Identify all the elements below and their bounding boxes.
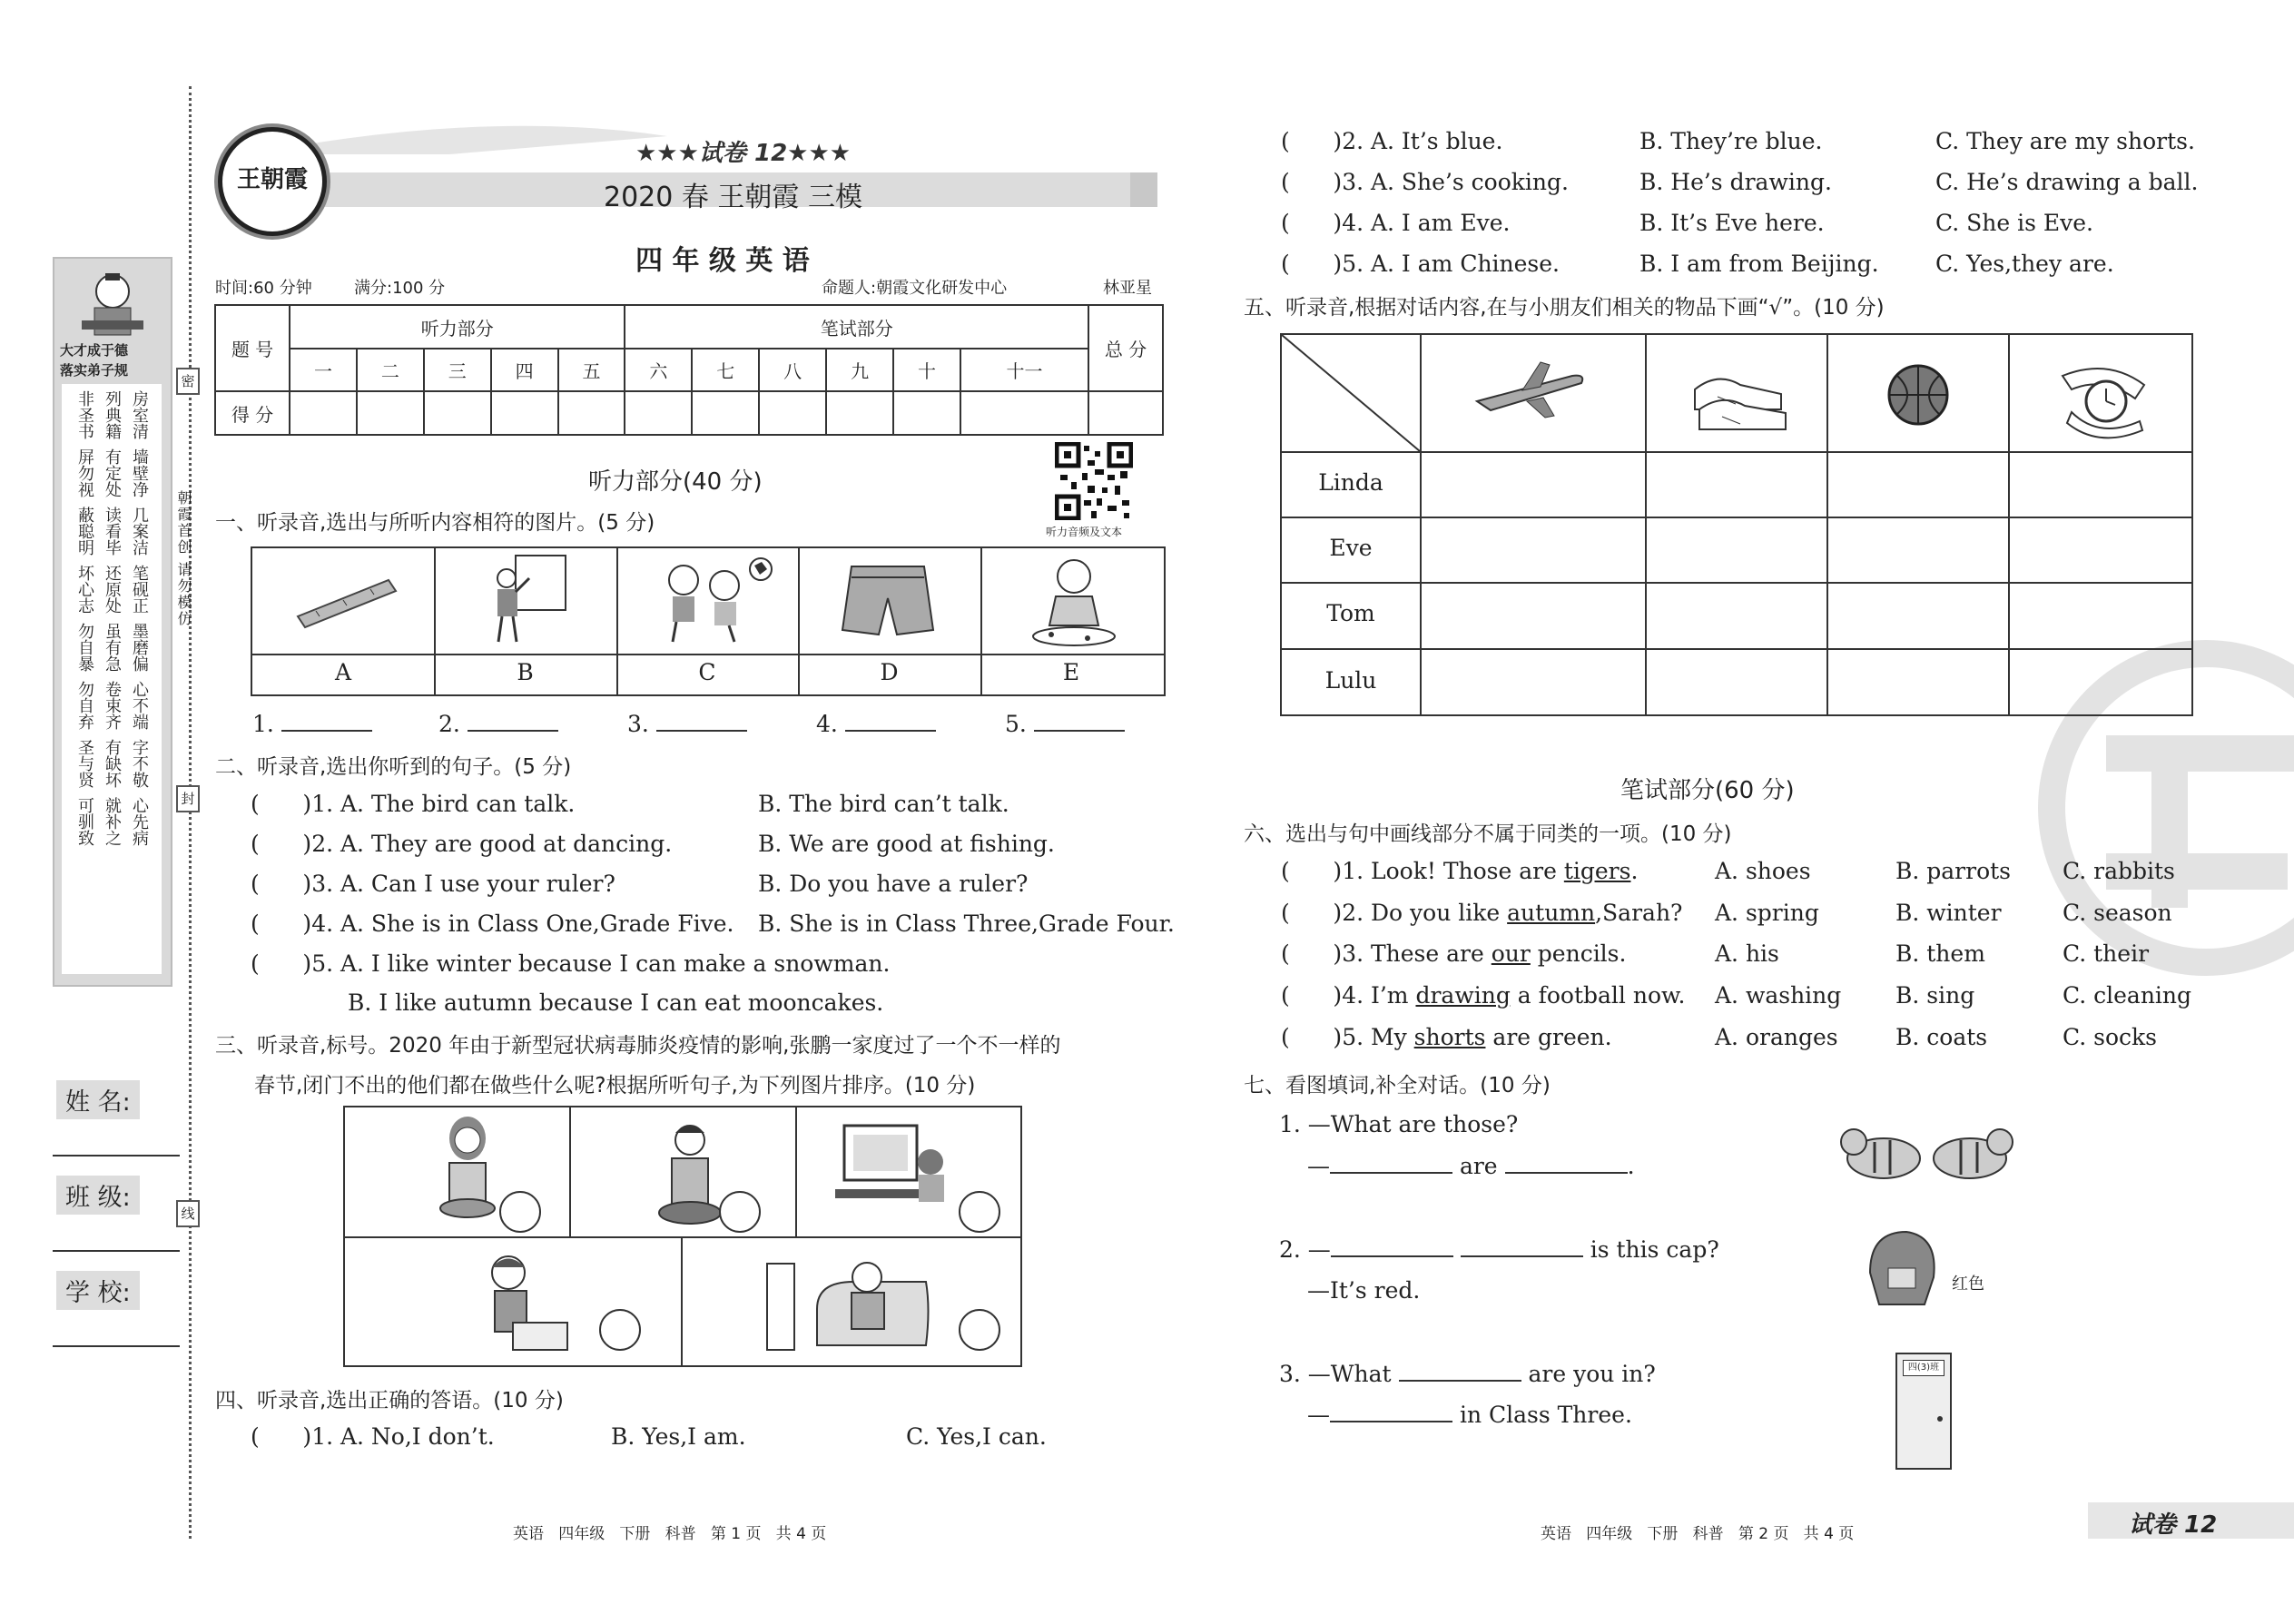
s2-item-2-a[interactable]: ( )2. A. They are good at dancing.: [251, 831, 673, 857]
s3-title-line1: 三、听录音,标号。2020 年由于新型冠状病毒肺炎疫情的影响,张鹏一家度过了一个不一样的: [215, 1034, 1061, 1058]
s1-answer-5[interactable]: 5.: [1005, 711, 1125, 737]
score-cell[interactable]: [893, 391, 960, 435]
s4-item-4-a[interactable]: ( )4. A. I am Eve.: [1281, 210, 1511, 236]
s4-item-1-b: B. Yes,I am.: [611, 1423, 746, 1450]
s3-picture-grid: [343, 1106, 1022, 1367]
qr-code[interactable]: [1055, 442, 1133, 520]
s7-q2-line2: —It’s red.: [1307, 1277, 1421, 1304]
qnum-1: 一: [290, 349, 357, 391]
s4-item-2-b: B. They’re blue.: [1639, 128, 1823, 154]
s2-item-5-b: B. I like autumn because I can eat mooncakes.: [348, 989, 884, 1016]
binding-margin: [0, 0, 195, 1624]
name-line: [53, 1155, 180, 1156]
qnum-2: 二: [357, 349, 424, 391]
rule-column: 有缺坏: [103, 739, 122, 788]
score-cell[interactable]: [491, 391, 558, 435]
underlined-word: autumn: [1507, 900, 1596, 926]
s6-item[interactable]: ( )3. These are our pencils.: [1281, 940, 1627, 967]
shorts-picture: [838, 557, 938, 644]
pic-letter-a: A: [334, 659, 352, 685]
class-label: 班 级:: [56, 1176, 140, 1215]
s7-q3-blank-2[interactable]: [1330, 1421, 1452, 1422]
rule-column: 还原处: [103, 565, 122, 614]
rule-column: 几案洁: [130, 507, 149, 556]
exam-time: 时间:60 分钟: [215, 279, 312, 298]
s2-item-5-a[interactable]: ( )5. A. I like winter because I can make a snowman.: [251, 950, 891, 977]
qnum-9: 九: [826, 349, 893, 391]
logo-text: 王朝霞: [236, 166, 308, 193]
rule-column: 就补之: [103, 797, 122, 846]
s3-title-line2: 春节,闭门不出的他们都在做些什么呢?根据所听句子,为下列图片排序。(10 分): [254, 1074, 976, 1097]
s5-title: 五、听录音,根据对话内容,在与小朋友们相关的物品下画“√”。(10 分): [1244, 296, 1885, 320]
logo-seal: [218, 127, 327, 236]
s7-q3-blank-1[interactable]: [1399, 1380, 1521, 1382]
class-line: [53, 1250, 180, 1252]
score-table: [214, 304, 1164, 436]
qnum-8: 八: [759, 349, 826, 391]
qnum-11: 十一: [960, 349, 1088, 391]
rule-column: 坏心志: [75, 565, 94, 614]
name-tom: Tom: [1326, 600, 1375, 626]
qnum-3: 三: [424, 349, 491, 391]
qnum-10: 十: [893, 349, 960, 391]
rules-columns: [73, 390, 163, 855]
rule-column: 卷束齐: [103, 681, 122, 730]
s6-option-b: B. coats: [1895, 1024, 1988, 1050]
s2-title: 二、听录音,选出你听到的句子。(5 分): [215, 755, 572, 779]
pic-letter-b: B: [517, 659, 534, 685]
name-linda: Linda: [1318, 469, 1383, 496]
rule-column: 字不敬: [130, 739, 149, 788]
s2-item-4-b: B. She is in Class Three,Grade Four.: [758, 910, 1175, 937]
exam-author-name: 林亚星: [1103, 279, 1152, 298]
vertical-note: 朝霞首创 请勿模仿: [175, 490, 192, 628]
rule-column: 勿自弃: [75, 681, 94, 730]
s2-item-4-a[interactable]: ( )4. A. She is in Class One,Grade Five.: [251, 910, 734, 937]
s4-item-5-a[interactable]: ( )5. A. I am Chinese.: [1281, 251, 1561, 277]
s1-answer-4[interactable]: 4.: [816, 711, 936, 737]
s1-answer-3[interactable]: 3.: [627, 711, 747, 737]
sneakers-icon: [1690, 353, 1790, 435]
header-banner: [213, 118, 1162, 213]
s6-option-a: A. spring: [1715, 900, 1819, 926]
s4-item-1-a[interactable]: ( )1. A. No,I don’t.: [251, 1423, 495, 1450]
order-circle-1[interactable]: [499, 1191, 541, 1233]
s6-option-c: C. season: [2063, 900, 2172, 926]
s6-item[interactable]: ( )5. My shorts are green.: [1281, 1024, 1612, 1050]
s4-item-3-c: C. He’s drawing a ball.: [1935, 169, 2199, 195]
scholar-icon: [54, 264, 171, 346]
score-row-label: 题 号: [215, 305, 290, 391]
score-cell[interactable]: [625, 391, 692, 435]
s4-item-3-b: B. He’s drawing.: [1639, 169, 1832, 195]
rule-column: 圣与贤: [75, 739, 94, 788]
exam-author: 命题人:朝霞文化研发中心: [822, 279, 1008, 298]
s6-item[interactable]: ( )4. I’m drawing a football now.: [1281, 982, 1686, 1009]
door-sign: 四(3)班: [1903, 1360, 1944, 1376]
s4-title: 四、听录音,选出正确的答语。(10 分): [215, 1389, 564, 1412]
kids-football-picture: [647, 553, 774, 648]
s4-item-5-b: B. I am from Beijing.: [1639, 251, 1879, 277]
score-cell[interactable]: [1088, 391, 1163, 435]
footer-right: 英语 四年级 下册 科普 第 2 页 共 4 页: [1541, 1525, 1855, 1543]
s7-q3-line1: 3. —What are you in?: [1279, 1361, 1656, 1387]
mom-cooking-picture: [427, 1113, 508, 1231]
score-cell[interactable]: [424, 391, 491, 435]
s4-item-4-b: B. It’s Eve here.: [1639, 210, 1825, 236]
s1-answer-2[interactable]: 2.: [438, 711, 558, 737]
pic-letter-d: D: [880, 659, 899, 685]
s4-item-2-a[interactable]: ( )2. A. It’s blue.: [1281, 128, 1503, 154]
s1-title: 一、听录音,选出与所听内容相符的图片。(5 分): [215, 511, 655, 535]
rule-column: 屏勿视: [75, 448, 94, 497]
watch-icon: [2053, 358, 2153, 439]
girl-washing-picture: [1024, 551, 1124, 651]
s6-option-b: B. sing: [1895, 982, 1975, 1009]
s6-option-b: B. winter: [1895, 900, 2002, 926]
school-label: 学 校:: [56, 1271, 140, 1310]
footer-badge-text: 试卷 12: [2129, 1511, 2218, 1539]
pic-letter-e: E: [1062, 659, 1080, 685]
s6-option-a: A. his: [1715, 940, 1779, 967]
order-circle-5[interactable]: [959, 1309, 1000, 1351]
door-knob: [1937, 1416, 1943, 1422]
s6-option-c: C. socks: [2063, 1024, 2157, 1050]
series-title: 2020 春 王朝霞 三模: [604, 182, 862, 213]
rule-column: 勿自暴: [75, 623, 94, 672]
name-label: 姓 名:: [56, 1080, 140, 1119]
s7-q2-line1: 2. — is this cap?: [1279, 1236, 1719, 1263]
s6-option-c: C. their: [2063, 940, 2150, 967]
order-circle-2[interactable]: [719, 1191, 761, 1233]
seal-mark-2: 封: [176, 785, 200, 812]
name-eve: Eve: [1329, 535, 1373, 561]
s2-item-2-b: B. We are good at fishing.: [758, 831, 1055, 857]
girl-computer-picture: [835, 1117, 953, 1230]
s2-item-3-a[interactable]: ( )3. A. Can I use your ruler?: [251, 871, 615, 897]
qnum-7: 七: [692, 349, 759, 391]
underlined-word: drawing: [1415, 982, 1511, 1009]
rule-column: 虽有急: [103, 623, 122, 672]
listening-header: 听力部分: [290, 305, 625, 349]
rule-column: 列典籍: [103, 390, 122, 439]
s6-option-b: B. parrots: [1895, 858, 2012, 884]
s4-item-1-c: C. Yes,I can.: [906, 1423, 1047, 1450]
rule-column: 心先病: [130, 797, 149, 846]
s6-option-b: B. them: [1895, 940, 1985, 967]
s4-item-4-c: C. She is Eve.: [1935, 210, 2093, 236]
qnum-4: 四: [491, 349, 558, 391]
scholar-panel: [53, 257, 172, 987]
s7-q1-line1: 1. —What are those?: [1279, 1111, 1519, 1137]
rule-column: 笔砚正: [130, 565, 149, 614]
s6-title: 六、选出与句中画线部分不属于同类的一项。(10 分): [1244, 822, 1732, 846]
pic-letter-c: C: [698, 659, 716, 685]
s4-item-2-c: C. They are my shorts.: [1935, 128, 2195, 154]
s2-item-1-a[interactable]: ( )1. A. The bird can talk.: [251, 791, 576, 817]
underlined-word: tigers: [1563, 858, 1631, 884]
s7-q3-line2: — in Class Three.: [1307, 1402, 1632, 1428]
exam-full-score: 满分:100 分: [354, 279, 446, 298]
s7-q1-line2: — are .: [1307, 1153, 1635, 1179]
motto-2: 落实弟子规: [60, 362, 129, 379]
school-line: [53, 1345, 180, 1347]
score-cell[interactable]: [960, 391, 1088, 435]
s4-item-5-c: C. Yes,they are.: [1935, 251, 2114, 277]
diagonal-header: [1282, 335, 1420, 451]
total-header: 总 分: [1088, 305, 1163, 391]
ball-icon: [1885, 362, 1951, 428]
rule-column: 心不端: [130, 681, 149, 730]
seal-mark-3: 线: [176, 1200, 200, 1227]
footer-badge: [2088, 1502, 2294, 1539]
order-circle-3[interactable]: [959, 1191, 1000, 1233]
door-picture: [1895, 1353, 1952, 1470]
s1-answer-1[interactable]: 1.: [252, 711, 372, 737]
s7-q1-blank-2[interactable]: [1505, 1172, 1628, 1174]
name-lulu: Lulu: [1324, 667, 1377, 694]
listening-heading: 听力部分(40 分): [588, 468, 763, 496]
rule-column: 非圣书: [75, 390, 94, 439]
s5-table: [1280, 333, 2193, 716]
paper-number: ★★★试卷 12★★★: [635, 140, 852, 167]
cap-picture: [1861, 1227, 1943, 1314]
s6-option-c: C. cleaning: [2063, 982, 2192, 1009]
score-cell[interactable]: [290, 391, 357, 435]
underlined-word: shorts: [1413, 1024, 1486, 1050]
s6-item[interactable]: ( )2. Do you like autumn,Sarah?: [1281, 900, 1683, 926]
order-circle-4[interactable]: [599, 1309, 641, 1351]
s6-option-a: A. washing: [1715, 982, 1842, 1009]
s2-item-3-b: B. Do you have a ruler?: [758, 871, 1029, 897]
score-cell[interactable]: [759, 391, 826, 435]
rule-column: 读看毕: [103, 507, 122, 556]
score-cell[interactable]: [826, 391, 893, 435]
s1-picture-table: [251, 546, 1166, 696]
ruler-picture: [289, 571, 398, 635]
rule-column: 墨磨偏: [130, 623, 149, 672]
dotted-cut-line: [189, 86, 192, 1539]
seal-mark-1: 密: [176, 368, 200, 395]
qnum-6: 六: [625, 349, 692, 391]
footer-left: 英语 四年级 下册 科普 第 1 页 共 4 页: [513, 1525, 827, 1543]
page-title: 四 年 级 英 语: [635, 245, 810, 277]
motto-1: 大才成于德: [60, 342, 129, 359]
grandpa-tv-picture: [763, 1245, 935, 1359]
qnum-5: 五: [558, 349, 625, 391]
rule-column: 房室清: [130, 390, 149, 439]
s2-item-1-b: B. The bird can’t talk.: [758, 791, 1009, 817]
boy-drawing-picture: [472, 1245, 572, 1359]
score-cell[interactable]: [558, 391, 625, 435]
s6-option-a: A. oranges: [1715, 1024, 1838, 1050]
score-label: 得 分: [215, 391, 290, 435]
rule-column: 有定处: [103, 448, 122, 497]
score-cell[interactable]: [357, 391, 424, 435]
underlined-word: our: [1491, 940, 1531, 967]
rule-column: 蔽聪明: [75, 507, 94, 556]
cap-color-label: 红色: [1952, 1275, 1984, 1294]
writing-heading: 笔试部分(60 分): [1620, 777, 1795, 804]
s7-title: 七、看图填词,补全对话。(10 分): [1244, 1074, 1551, 1097]
plane-icon: [1472, 358, 1590, 421]
s6-option-c: C. rabbits: [2063, 858, 2175, 884]
score-cell[interactable]: [692, 391, 759, 435]
rule-column: 可驯致: [75, 797, 94, 846]
writing-header: 笔试部分: [625, 305, 1088, 349]
rule-column: 墙壁净: [130, 448, 149, 497]
tigers-picture: [1834, 1115, 2015, 1192]
qr-caption: 听力音频及文本: [1046, 526, 1123, 538]
s4-item-3-a[interactable]: ( )3. A. She’s cooking.: [1281, 169, 1569, 195]
s7-q2-blank-2[interactable]: [1461, 1255, 1583, 1257]
boy-at-board-picture: [475, 551, 575, 651]
s7-q2-blank-1[interactable]: [1331, 1255, 1453, 1257]
s6-option-a: A. shoes: [1715, 858, 1811, 884]
s6-item[interactable]: ( )1. Look! Those are tigers.: [1281, 858, 1639, 884]
s7-q1-blank-1[interactable]: [1330, 1172, 1452, 1174]
